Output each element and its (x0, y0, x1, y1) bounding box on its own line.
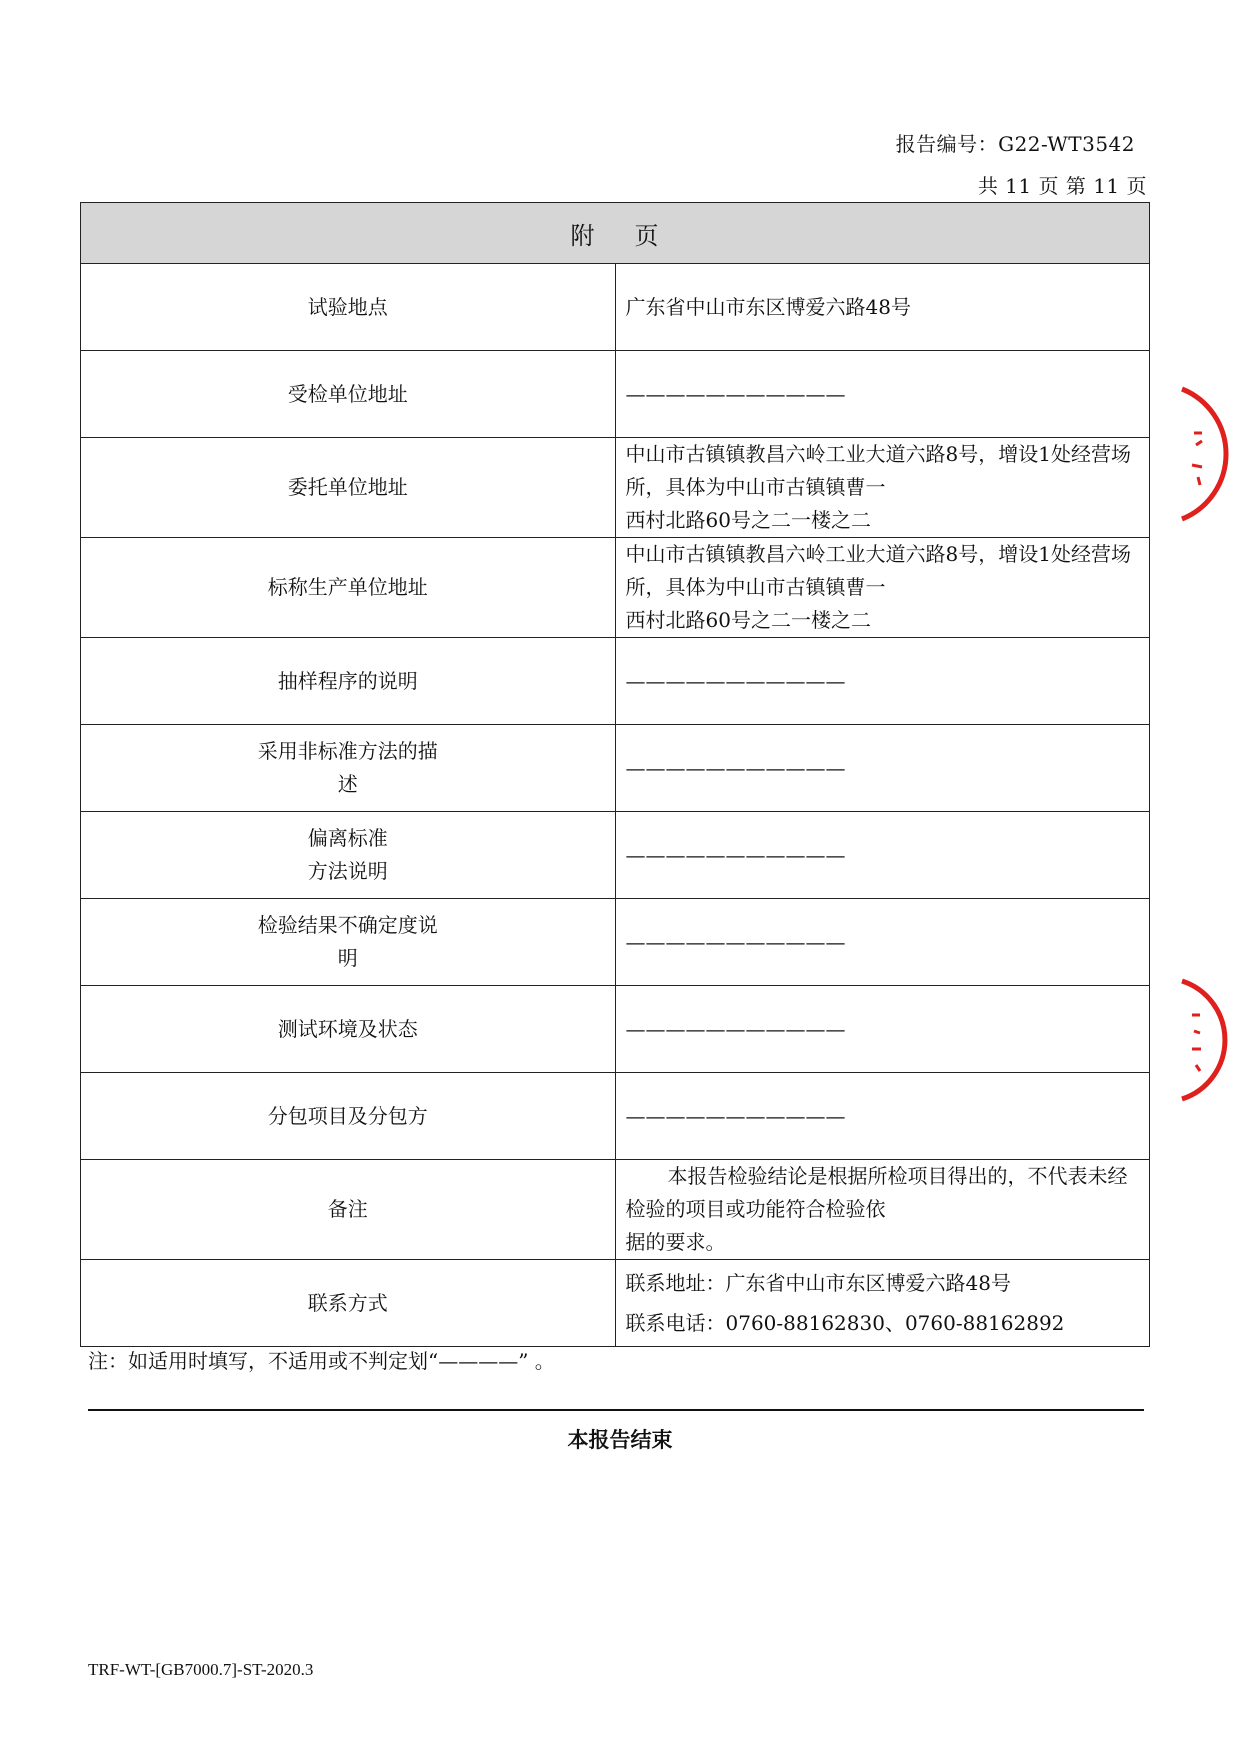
end-divider (88, 1409, 1144, 1411)
table-row (81, 264, 1150, 351)
table-row (81, 538, 1150, 638)
row-label-remarks: 备注 (81, 1160, 616, 1260)
row-label-sampling-procedure: 抽样程序的说明 (81, 638, 616, 725)
seal-stamp-lower (1180, 975, 1240, 1105)
label-line: 明 (337, 946, 358, 970)
value-line: 本报告检验结论是根据所检项目得出的，不代表未经检验的项目或功能符合检验依 (625, 1164, 1128, 1221)
table-row (81, 1260, 1150, 1347)
table-row (81, 638, 1150, 725)
value-line: 中山市古镇镇教昌六岭工业大道六路8号，增设1处经营场所，具体为中山市古镇镇曹一 (625, 542, 1131, 599)
value-line: 西村北路60号之二一楼之二 (625, 508, 871, 532)
table-row (81, 438, 1150, 538)
row-label-client-address: 委托单位地址 (81, 438, 616, 538)
row-value-inspected-address: ——————————— (615, 351, 1150, 438)
contact-phone: 联系电话：0760-88162830、0760-88162892 (625, 1311, 1065, 1335)
row-label-subcontract: 分包项目及分包方 (81, 1073, 616, 1160)
row-value-sampling-procedure: ——————————— (615, 638, 1150, 725)
row-value-manufacturer-address (615, 538, 1150, 638)
table-row (81, 351, 1150, 438)
seal-stamp-upper (1180, 385, 1240, 525)
row-value-uncertainty: ——————————— (615, 899, 1150, 986)
row-label-contact: 联系方式 (81, 1260, 616, 1347)
table-row (81, 986, 1150, 1073)
table-note: 注：如适用时填写，不适用或不判定划“————” 。 (88, 1349, 555, 1373)
value-line: 据的要求。 (625, 1230, 726, 1254)
table-row (81, 725, 1150, 812)
row-value-nonstandard-method: ——————————— (615, 725, 1150, 812)
table-title: 附页 (81, 203, 1150, 264)
table-row (81, 899, 1150, 986)
row-value-test-environment: ——————————— (615, 986, 1150, 1073)
row-label-uncertainty (81, 899, 616, 986)
appendix-table (80, 202, 1150, 1347)
row-label-manufacturer-address: 标称生产单位地址 (81, 538, 616, 638)
value-line: 中山市古镇镇教昌六岭工业大道六路8号，增设1处经营场所，具体为中山市古镇镇曹一 (625, 442, 1131, 499)
row-value-subcontract: ——————————— (615, 1073, 1150, 1160)
row-label-test-environment: 测试环境及状态 (81, 986, 616, 1073)
row-label-inspected-address: 受检单位地址 (81, 351, 616, 438)
row-value-contact (615, 1260, 1150, 1347)
value-line: 西村北路60号之二一楼之二 (625, 608, 871, 632)
row-label-deviation (81, 812, 616, 899)
table-row (81, 1073, 1150, 1160)
label-line: 述 (337, 772, 358, 796)
label-line: 偏离标准 (307, 826, 388, 850)
report-end-text: 本报告结束 (567, 1427, 673, 1452)
label-line: 方法说明 (307, 859, 388, 883)
report-number: 报告编号：G22-WT3542 (895, 132, 1135, 156)
row-label-nonstandard-method (81, 725, 616, 812)
row-value-remarks (615, 1160, 1150, 1260)
label-line: 检验结果不确定度说 (257, 913, 438, 937)
table-row (81, 812, 1150, 899)
row-value-test-location: 广东省中山市东区博爱六路48号 (615, 264, 1150, 351)
label-line: 采用非标准方法的描 (257, 739, 438, 763)
contact-address: 联系地址：广东省中山市东区博爱六路48号 (625, 1271, 1011, 1295)
table-row (81, 1160, 1150, 1260)
row-value-client-address (615, 438, 1150, 538)
row-label-test-location: 试验地点 (81, 264, 616, 351)
page-count: 共 11 页 第 11 页 (977, 174, 1147, 198)
row-value-deviation: ——————————— (615, 812, 1150, 899)
footer-form-code: TRF-WT-[GB7000.7]-ST-2020.3 (88, 1660, 314, 1679)
